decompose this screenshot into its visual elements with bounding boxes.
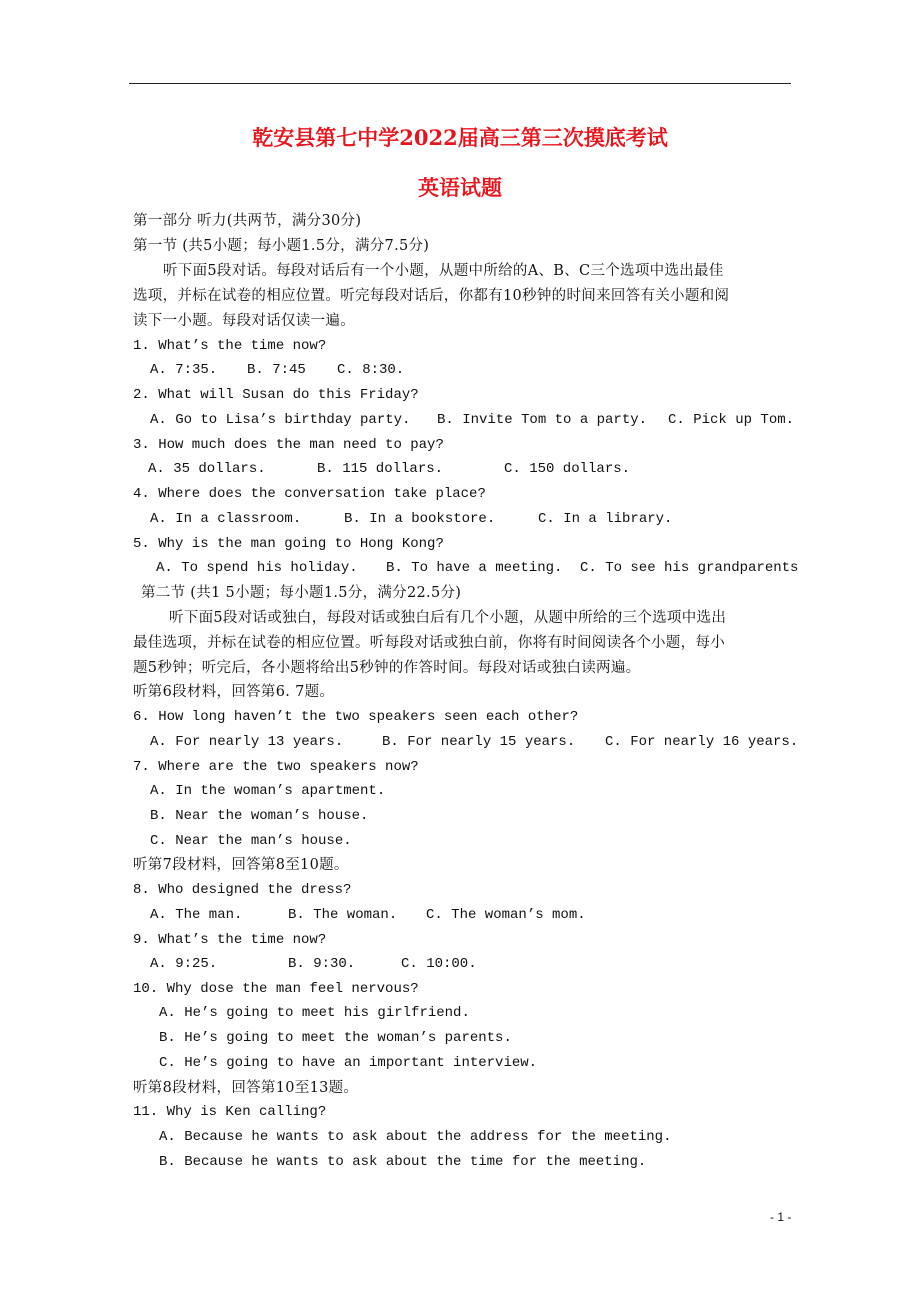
question: 7. Where are the two speakers now? (133, 759, 419, 775)
question: 6. How long haven’t the two speakers seen each other? (133, 709, 579, 725)
option: B. Invite Tom to a party. (437, 412, 648, 428)
instructions-line: 题5秒钟；听完后，各小题将给出5秒钟的作答时间。每段对话或独白读两遍。 (133, 660, 641, 676)
option: A. Go to Lisa’s birthday party. (150, 412, 411, 428)
question: 4. Where does the conversation take place? (133, 486, 486, 502)
option: C. Near the man’s house. (150, 833, 352, 849)
option: A. 9:25. (150, 956, 218, 972)
instructions-line: 最佳选项，并标在试卷的相应位置。听每段对话或独白前，你将有时间阅读各个小题，每小 (133, 635, 725, 651)
option: A. Because he wants to ask about the address for the meeting. (159, 1129, 672, 1145)
material-heading: 听第7段材料，回答第8至10题。 (133, 857, 349, 873)
option: B. 7:45 (247, 362, 306, 378)
option: C. 10:00. (401, 956, 477, 972)
option: B. For nearly 15 years. (382, 734, 576, 750)
option: C. In a library. (538, 511, 673, 527)
option: C. To see his grandparents (580, 560, 799, 576)
question: 2. What will Susan do this Friday? (133, 387, 419, 403)
option: A. In the woman’s apartment. (150, 783, 386, 799)
instructions-line: 读下一小题。每段对话仅读一遍。 (133, 313, 355, 329)
option: C. He’s going to have an important interview. (159, 1055, 538, 1071)
question: 10. Why dose the man feel nervous? (133, 981, 419, 997)
question: 3. How much does the man need to pay? (133, 437, 444, 453)
question: 1. What’s the time now? (133, 338, 327, 354)
instructions-line: 听下面5段对话或独白，每段对话或独白后有几个小题，从题中所给的三个选项中选出 (169, 610, 727, 626)
option: B. In a bookstore. (344, 511, 496, 527)
option: C. 8:30. (337, 362, 405, 378)
option: A. 7:35. (150, 362, 218, 378)
question: 11. Why is Ken calling? (133, 1104, 327, 1120)
option: C. The woman’s mom. (426, 907, 586, 923)
question: 9. What’s the time now? (133, 932, 327, 948)
option: B. He’s going to meet the woman’s parents. (159, 1030, 512, 1046)
option: B. Near the woman’s house. (150, 808, 369, 824)
part-heading: 第一部分 听力(共两节，满分30分) (133, 213, 362, 229)
instructions-line: 选项，并标在试卷的相应位置。听完每段对话后，你都有10秒钟的时间来回答有关小题和阅 (133, 288, 730, 304)
option: A. To spend his holiday. (156, 560, 358, 576)
question: 8. Who designed the dress? (133, 882, 352, 898)
option: A. For nearly 13 years. (150, 734, 344, 750)
option: A. 35 dollars. (148, 461, 266, 477)
option: A. He’s going to meet his girlfriend. (159, 1005, 470, 1021)
material-heading: 听第8段材料，回答第10至13题。 (133, 1080, 359, 1096)
option: B. 9:30. (288, 956, 356, 972)
option: C. Pick up Tom. (668, 412, 795, 428)
option: B. 115 dollars. (317, 461, 444, 477)
option: C. 150 dollars. (504, 461, 631, 477)
section-heading: 第一节 (共5小题；每小题1.5分，满分7.5分) (133, 238, 430, 254)
option: C. For nearly 16 years. (605, 734, 799, 750)
option: B. Because he wants to ask about the time for the meeting. (159, 1154, 647, 1170)
option: B. The woman. (288, 907, 398, 923)
exam-title: 乾安县第七中学2022届高三第三次摸底考试 (252, 125, 668, 150)
material-heading: 听第6段材料，回答第6. 7题。 (133, 684, 335, 700)
question: 5. Why is the man going to Hong Kong? (133, 536, 444, 552)
option: A. In a classroom. (150, 511, 302, 527)
header-rule (129, 83, 791, 84)
option: A. The man. (150, 907, 243, 923)
section-heading: 第二节 (共1 5小题；每小题1.5分，满分22.5分) (141, 585, 462, 601)
instructions-line: 听下面5段对话。每段对话后有一个小题，从题中所给的A、B、C三个选项中选出最佳 (163, 263, 724, 279)
exam-subtitle: 英语试题 (418, 175, 502, 200)
option: B. To have a meeting. (386, 560, 563, 576)
page-number: - 1 - (770, 1210, 792, 1224)
